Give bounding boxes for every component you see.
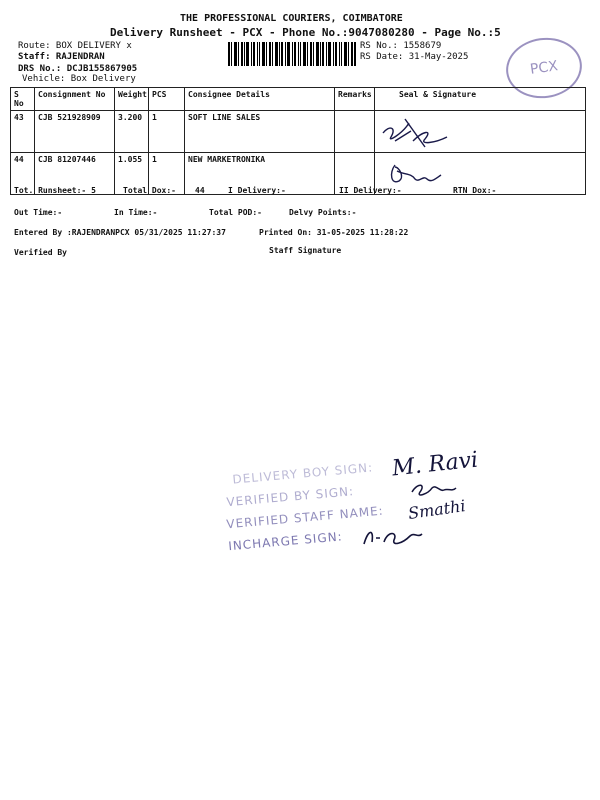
route: Route: BOX DELIVERY x xyxy=(18,41,132,51)
company-name: THE PROFESSIONAL COURIERS, COIMBATORE xyxy=(180,13,403,24)
signature-graphic xyxy=(375,111,475,151)
cell-consignee: NEW MARKETRONIKA xyxy=(185,153,335,195)
tot-runsheet: Tot. Runsheet:- 5 xyxy=(14,186,96,195)
col-header-pcs: PCS xyxy=(149,88,185,111)
col-header-seal-signature: Seal & Signature xyxy=(375,88,586,111)
runsheet-title: Delivery Runsheet - PCX - Phone No.:9047080280 - Page No.:5 xyxy=(110,26,501,39)
rs-number: RS No.: 1558679 xyxy=(360,41,442,51)
printed-on: Printed On: 31-05-2025 11:28:22 xyxy=(259,228,409,237)
cell-weight: 3.200 xyxy=(115,111,149,153)
col-header-sno: S No xyxy=(11,88,35,111)
stamp-verified-by-sign: VERIFIED BY SIGN: xyxy=(225,484,355,510)
cell-pcs: 1 xyxy=(149,153,185,195)
col-header-consignee: Consignee Details xyxy=(185,88,335,111)
out-time: Out Time:- xyxy=(14,208,63,217)
total-dox-label: Total Dox:- xyxy=(123,186,176,195)
i-delivery: I Delivery:- xyxy=(228,186,286,195)
cell-remarks xyxy=(335,111,375,153)
total-pod: Total POD:- xyxy=(209,208,262,217)
cell-sno: 44 xyxy=(11,153,35,195)
col-header-consignment: Consignment No xyxy=(35,88,115,111)
total-dox-value: 44 xyxy=(195,186,205,195)
staff-signature: Staff Signature xyxy=(269,246,342,255)
cell-pcs: 1 xyxy=(149,111,185,153)
handwritten-ravi: M. Ravi xyxy=(390,447,480,482)
runsheet-table xyxy=(10,87,586,195)
barcode-graphic xyxy=(228,42,356,66)
cell-consignee: SOFT LINE SALES xyxy=(185,111,335,153)
handwritten-smathi: Smathi xyxy=(406,496,467,523)
in-time: In Time:- xyxy=(114,208,158,217)
stamp-incharge-sign: INCHARGE SIGN: xyxy=(227,529,344,554)
staff: Staff: RAJENDRAN xyxy=(18,52,105,62)
verified-by: Verified By xyxy=(14,248,67,257)
drs-number: DRS No.: DCJB155867905 xyxy=(18,64,138,74)
rtn-dox: RTN Dox:- xyxy=(453,186,497,195)
table-row xyxy=(11,153,586,195)
cell-signature xyxy=(375,111,586,153)
table-row xyxy=(11,111,586,153)
cell-consignment: CJB 81207446 xyxy=(35,153,115,195)
delvy-points: Delvy Points:- xyxy=(289,208,357,217)
entered-by: Entered By :RAJENDRANPCX 05/31/2025 11:27:37 xyxy=(14,228,226,237)
stamp-verified-staff-name: VERIFIED STAFF NAME: xyxy=(225,503,385,532)
col-header-weight: Weight xyxy=(115,88,149,111)
handwritten-incharge-sign xyxy=(358,522,428,550)
pcx-stamp: PCX xyxy=(502,33,586,103)
cell-weight: 1.055 xyxy=(115,153,149,195)
stamp-delivery-boy-sign: DELIVERY BOY SIGN: xyxy=(231,460,374,487)
cell-consignment: CJB 521928909 xyxy=(35,111,115,153)
vehicle: Vehicle: Box Delivery xyxy=(22,74,136,84)
rs-date: RS Date: 31-May-2025 xyxy=(360,52,469,62)
ii-delivery: II Delivery:- xyxy=(339,186,402,195)
table-header-row xyxy=(11,88,586,111)
col-header-remarks: Remarks xyxy=(335,88,375,111)
cell-sno: 43 xyxy=(11,111,35,153)
cut-off-header-remnant xyxy=(170,0,430,4)
